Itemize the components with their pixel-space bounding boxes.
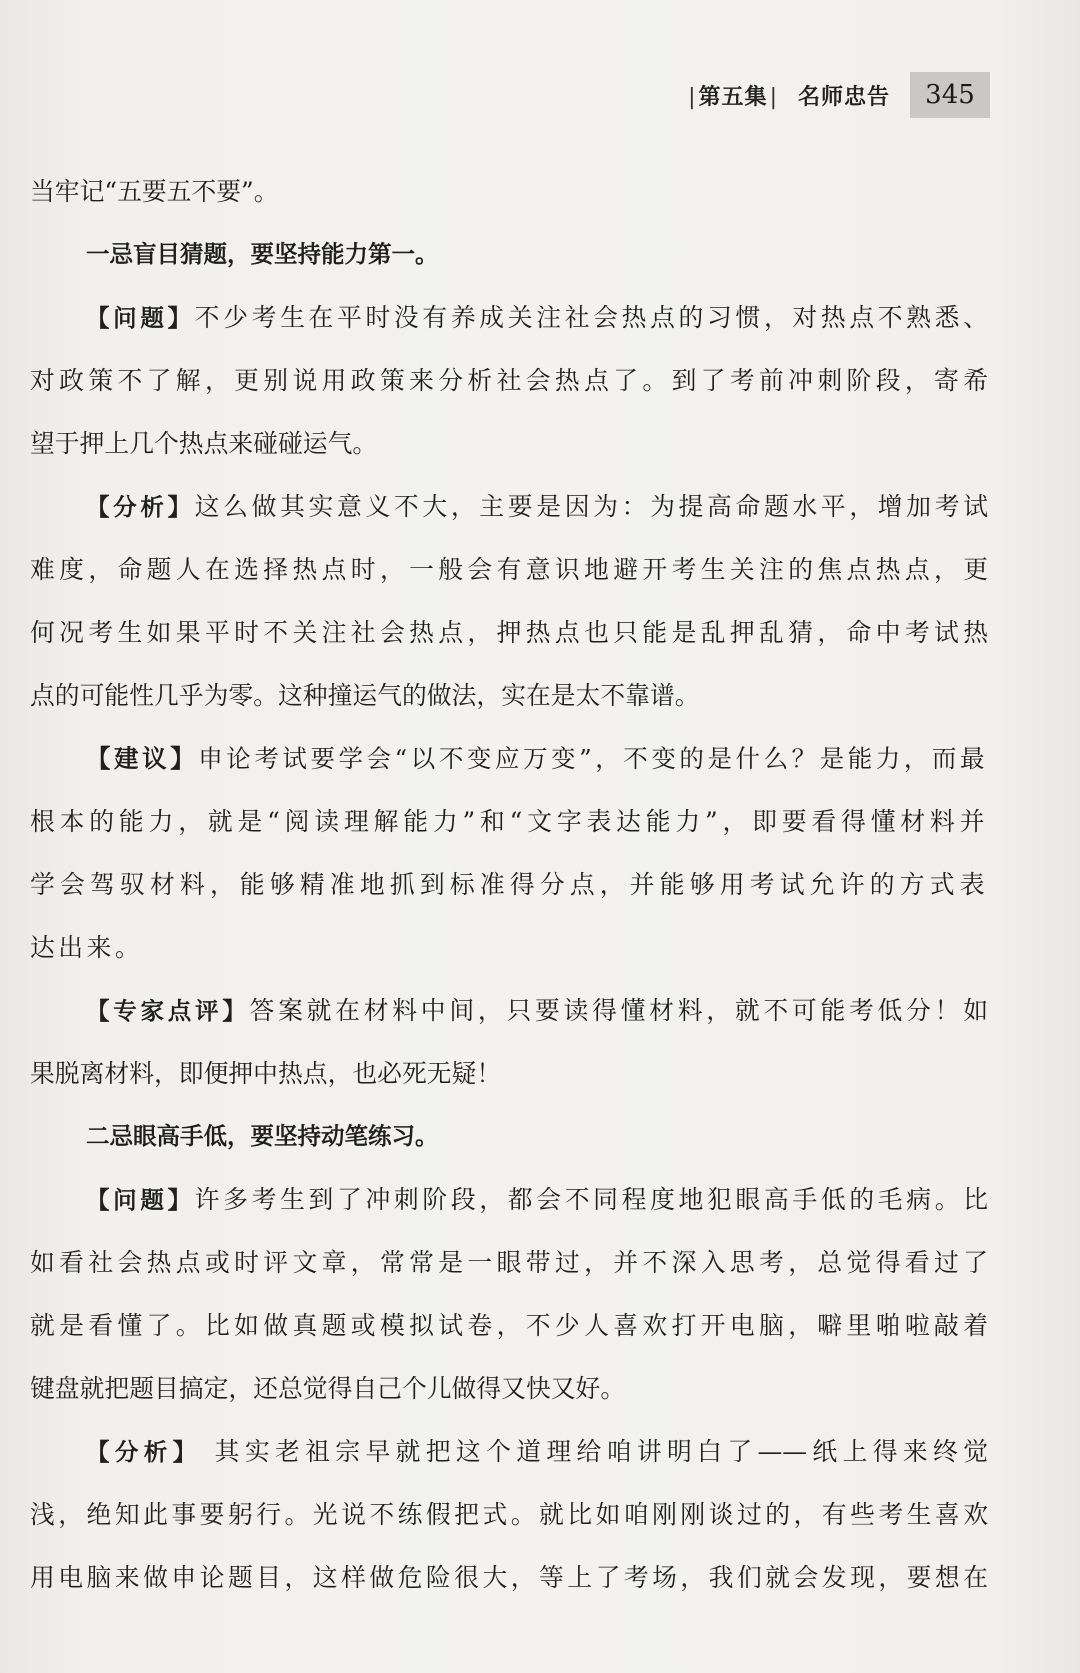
paragraph-line: 【建议】申论考试要学会“以不变应万变”，不变的是什么？是能力，而最: [86, 744, 988, 773]
paragraph-line: 【分析】 其实老祖宗早就把这个道理给咱讲明白了——纸上得来终觉: [86, 1437, 988, 1466]
paragraph-line: 【问题】不少考生在平时没有养成关注社会热点的习惯，对热点不熟悉、: [86, 303, 988, 332]
section-heading: 一忌盲目猜题，要坚持能力第一。: [86, 240, 439, 268]
paragraph-line: 用电脑来做申论题目，这样做危险很大，等上了考场，我们就会发现，要想在: [30, 1563, 988, 1592]
label-question: 【问题】: [86, 304, 195, 332]
page-number: 345: [910, 72, 990, 118]
label-suggestion: 【建议】: [86, 744, 199, 773]
paragraph-line: 【分析】这么做其实意义不大，主要是因为：为提高命题水平，增加考试: [86, 492, 988, 521]
separator-bar: |: [769, 85, 778, 110]
paragraph-line: 达出来。: [30, 933, 144, 962]
paragraph-line: 根本的能力，就是“阅读理解能力”和“文字表达能力”，即要看得懂材料并: [30, 807, 988, 836]
label-question: 【问题】: [86, 1186, 195, 1214]
paragraph-line: 学会驾驭材料，能够精准地抓到标准得分点，并能够用考试允许的方式表: [30, 870, 988, 899]
paragraph-line: 【问题】许多考生到了冲刺阶段，都会不同程度地犯眼高手低的毛病。比: [86, 1185, 988, 1214]
page-header: [0, 72, 990, 122]
paragraph-line: 浅，绝知此事要躬行。光说不练假把式。就比如咱刚刚谈过的，有些考生喜欢: [30, 1500, 988, 1529]
running-head: [686, 80, 890, 111]
paragraph-line: 对政策不了解，更别说用政策来分析社会热点了。到了考前冲刺阶段，寄希: [30, 366, 988, 395]
label-expert-comment: 【专家点评】: [86, 997, 250, 1025]
paragraph-line: 望于押上几个热点来碰碰运气。: [30, 429, 378, 458]
paragraph-line: 果脱离材料，即便押中热点，也必死无疑！: [30, 1059, 502, 1088]
paragraph-line: 键盘就把题目搞定，还总觉得自己个儿做得又快又好。: [30, 1374, 626, 1403]
paragraph-line: 难度，命题人在选择热点时，一般会有意识地避开考生关注的焦点热点，更: [30, 555, 988, 584]
paragraph-line: 如看社会热点或时评文章，常常是一眼带过，并不深入思考，总觉得看过了: [30, 1248, 988, 1277]
paragraph-line: 当牢记“五要五不要”。: [30, 177, 279, 206]
section-heading: 二忌眼高手低，要坚持动笔练习。: [86, 1122, 439, 1150]
paragraph-line: 就是看懂了。比如做真题或模拟试卷，不少人喜欢打开电脑，噼里啪啦敲着: [30, 1311, 988, 1340]
body-text: [30, 160, 988, 1609]
label-analysis: 【分析】: [86, 1438, 202, 1466]
paragraph-line: 点的可能性几乎为零。这种撞运气的做法，实在是太不靠谱。: [30, 681, 700, 710]
chapter-title: 第五集: [698, 85, 768, 110]
label-analysis: 【分析】: [86, 493, 195, 521]
separator-bar: |: [688, 85, 697, 110]
paragraph-line: 【专家点评】答案就在材料中间，只要读得懂材料，就不可能考低分！如: [86, 996, 988, 1025]
section-title: 名师忠告: [797, 85, 890, 110]
paragraph-line: 何况考生如果平时不关注社会热点，押热点也只能是乱押乱猜，命中考试热: [30, 618, 988, 647]
